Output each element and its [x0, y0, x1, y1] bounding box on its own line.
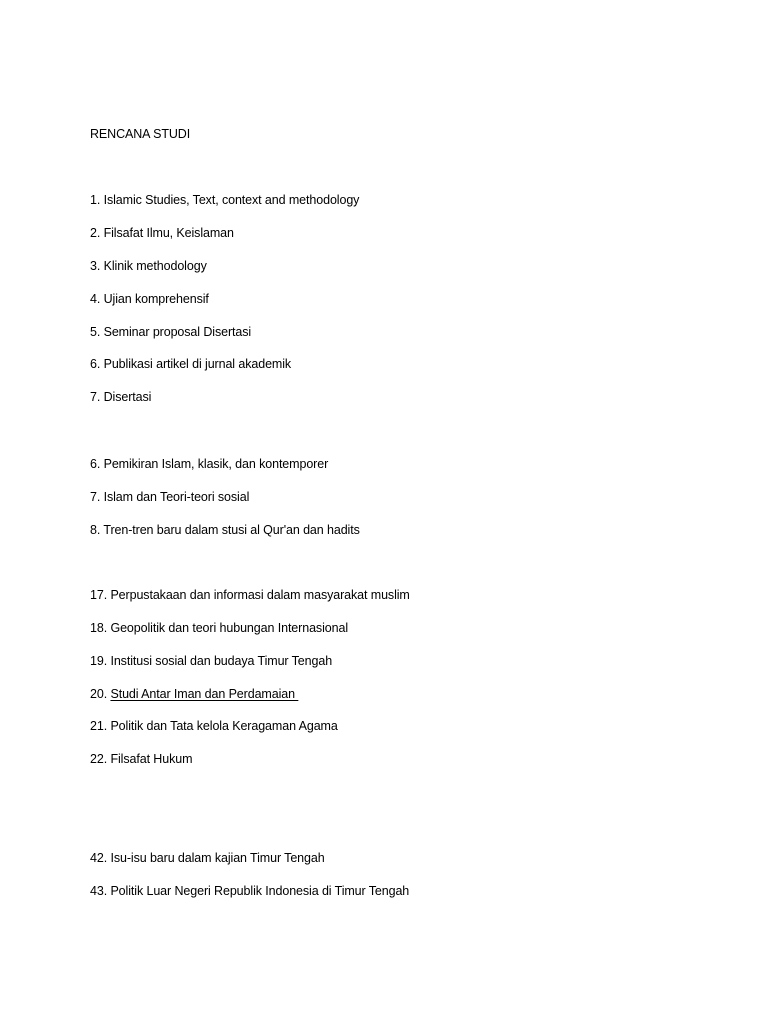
list-item: 5. Seminar proposal Disertasi: [90, 325, 252, 339]
list-item: 17. Perpustakaan dan informasi dalam masyarakat muslim: [90, 588, 410, 602]
list-item: 7. Disertasi: [90, 390, 152, 404]
list-item: 1. Islamic Studies, Text, context and methodology: [90, 193, 360, 207]
list-item: 3. Klinik methodology: [90, 259, 207, 273]
item-number: 20.: [90, 687, 111, 701]
list-item: 4. Ujian komprehensif: [90, 292, 209, 306]
list-item: 18. Geopolitik dan teori hubungan Internasional: [90, 621, 348, 635]
list-item: 19. Institusi sosial dan budaya Timur Tengah: [90, 654, 333, 668]
list-item: 8. Tren-tren baru dalam stusi al Qur'an dan hadits: [90, 523, 360, 537]
underlined-item-text: Studi Antar Iman dan Perdamaian: [110, 687, 299, 701]
list-item-underlined: [90, 686, 298, 702]
list-item: 6. Pemikiran Islam, klasik, dan kontemporer: [90, 457, 329, 471]
list-item: 22. Filsafat Hukum: [90, 752, 193, 766]
list-item: 6. Publikasi artikel di jurnal akademik: [90, 357, 292, 371]
document-title: RENCANA STUDI: [90, 127, 191, 141]
list-item: 42. Isu-isu baru dalam kajian Timur Tengah: [90, 851, 325, 865]
list-item: 2. Filsafat Ilmu, Keislaman: [90, 226, 234, 240]
list-item: 43. Politik Luar Negeri Republik Indonesia di Timur Tengah: [90, 884, 410, 898]
list-item: 7. Islam dan Teori-teori sosial: [90, 490, 250, 504]
list-item: 21. Politik dan Tata kelola Keragaman Agama: [90, 719, 338, 733]
